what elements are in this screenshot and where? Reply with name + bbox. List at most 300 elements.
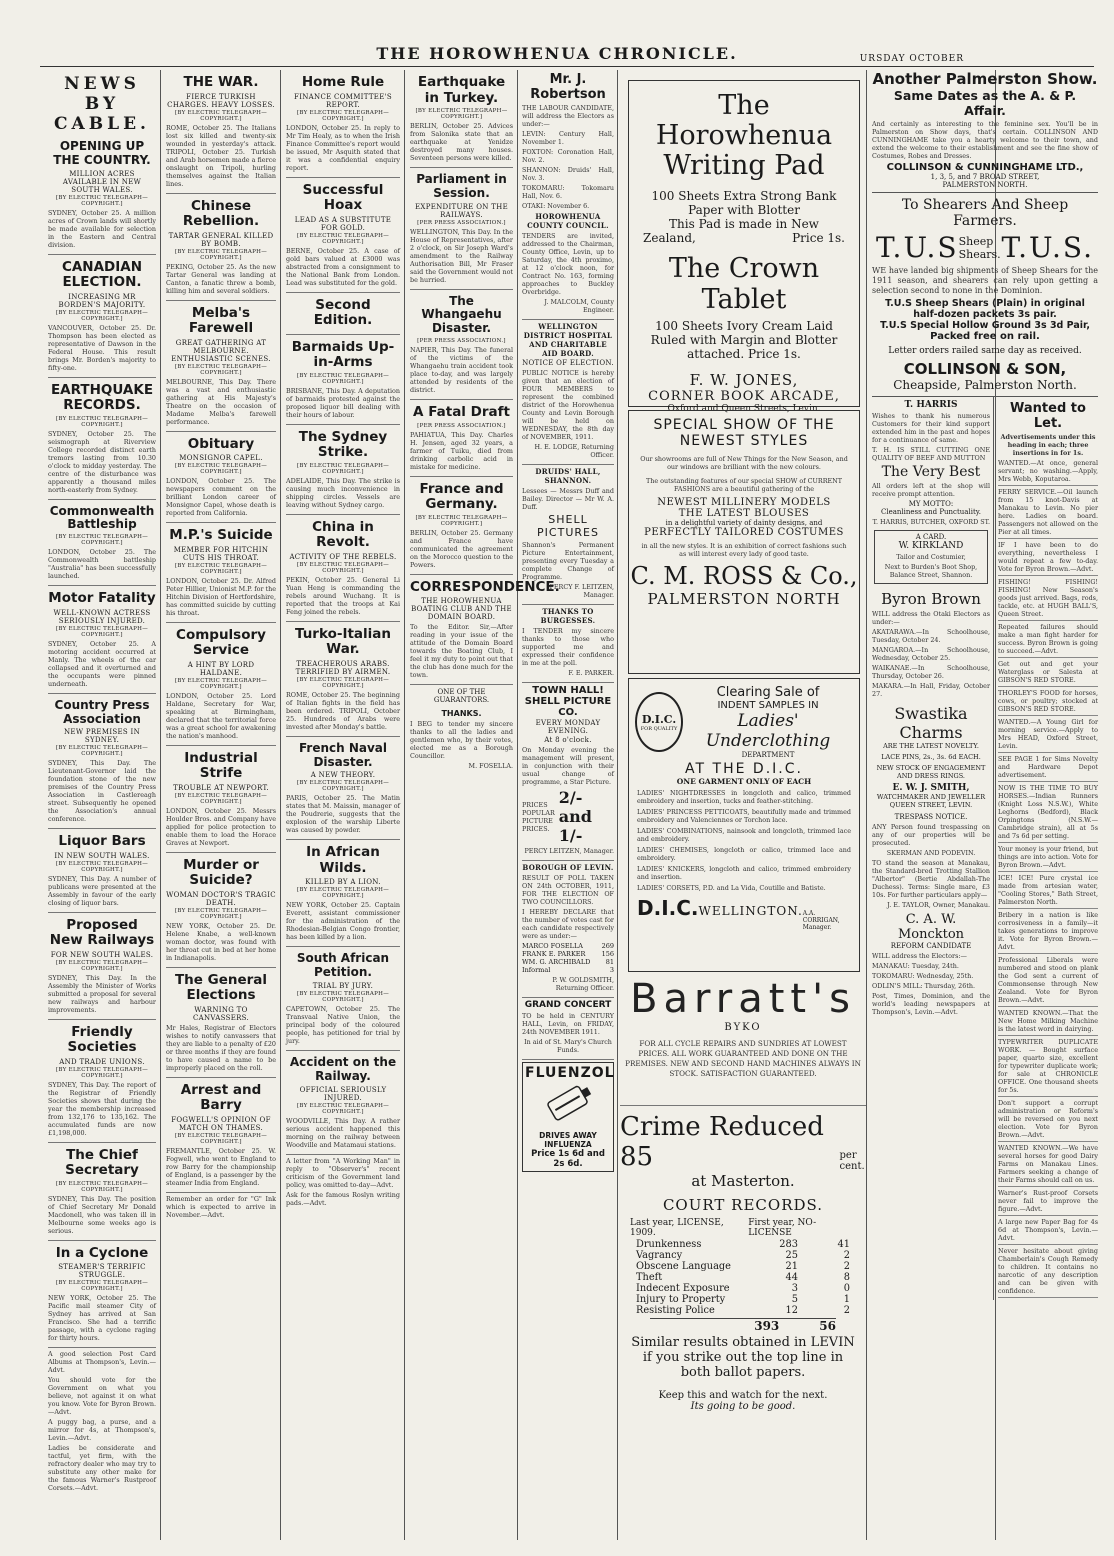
tus-mid: Sheep Shears. <box>958 234 1001 261</box>
prices-value: 2/- and 1/- <box>558 788 592 845</box>
column-home-rule <box>286 70 400 1540</box>
story-subhead: STEAMER'S TERRIFIC STRUGGLE. <box>58 1263 146 1280</box>
story-credit: [BY ELECTRIC TELEGRAPH—COPYRIGHT.] <box>296 109 390 122</box>
harris-best: The Very Best <box>881 464 981 480</box>
story-body: SYDNEY, October 25. A million acres of Crown lands will shortly be made available for selection in the Eastern and Central division. <box>48 208 156 249</box>
story-credit: [BY ELECTRIC TELEGRAPH—COPYRIGHT.] <box>174 463 268 476</box>
story-body: SYDNEY, October 25. A motoring accident occurred at Manly. The wheels of the car collapsed and it overturned and the occupants were pinned underneath. <box>48 639 156 688</box>
byron-name: Byron Brown <box>881 590 981 608</box>
story-headline: Turko-Italian War. <box>294 625 392 658</box>
classified-ad: WANTED.—At once, general servant; no washing.—Apply, Mrs Webb, Koputaroa. <box>998 459 1098 486</box>
story-headline: CANADIAN ELECTION. <box>61 258 143 291</box>
story-subhead: A NEW THEORY. <box>310 771 376 780</box>
palm-city: PALMERSTON NORTH. <box>942 181 1028 189</box>
story-subhead: THE HOROWHENUA BOATING CLUB AND THE DOMAIN BOARD. <box>411 597 512 622</box>
palm-address: 1, 3, 5, and 7 BROAD STREET, <box>930 173 1040 181</box>
jones-address: Oxford and Queen Streets, Levin. <box>667 403 821 414</box>
offence-nolicense-count: 1 <box>843 1294 850 1305</box>
news-story <box>166 973 276 1078</box>
story-headline: Obituary <box>187 435 255 452</box>
offence-license-count: 21 <box>785 1261 798 1272</box>
story-body: PEKIN, October 25. General Li Yuan Heng is commanding the rebels around Wuchang. It is reported that the troops at Kai Feng joined the rebels. <box>286 575 400 616</box>
story-headline: Commonwealth Battleship <box>49 503 155 532</box>
story-body: WELLINGTON, This Day. In the House of Representatives, after 2 o'clock, on Sir Joseph Ward's amendment to the Railway Authorisation Bill, Mr Fraser said the Government would not be hurried. <box>410 227 513 284</box>
crime-where: at Masterton. <box>691 1172 795 1190</box>
story-body: ROME, October 25. The Italians lost six killed and twenty-six wounded in yesterday's attack. TRIPOLI, October 25. Turkish and Arab horsemen made a fierce onslaught on Tripoli, hurling themselves against the Italian lines. <box>166 123 276 188</box>
ross-line-1: NEWEST MILLINERY MODELS <box>657 497 831 508</box>
story-headline: Motor Fatality <box>48 590 156 607</box>
meeting-item: SHANNON: Druids' Hall, Nov. 3. <box>522 166 614 182</box>
hospital-sub: NOTICE OF ELECTION. <box>522 359 614 367</box>
townhall-sub: EVERY MONDAY EVENING. <box>535 719 601 735</box>
story-headline: CORRESPONDENCE. <box>410 578 560 595</box>
dic-footer-city: WELLINGTON. <box>698 904 803 918</box>
news-story <box>166 1083 276 1193</box>
story-headline: French Naval Disaster. <box>298 740 388 769</box>
ross-fashion-ad <box>628 410 860 674</box>
story-headline: Industrial Strife <box>184 749 258 782</box>
column-rule <box>404 70 405 1540</box>
tus-name: COLLINSON & SON, <box>903 360 1067 378</box>
council-sign: J. MALCOLM, County Engineer. <box>544 298 614 314</box>
news-story <box>166 528 276 623</box>
classified-ad: SEE PAGE 1 for Sims Novelty and Hardware Depot advertisement. <box>998 755 1098 782</box>
news-story <box>48 1246 156 1349</box>
barratts-body: FOR ALL CYCLE REPAIRS AND SUNDRIES AT LOWEST PRICES. ALL WORK GUARANTEED AND DONE ON THE PREMISES. NEW AND SECOND HAND MACHINES ALWAYS IN STOCK. SATISFACTION GUARANTEED. <box>625 1039 861 1078</box>
card-trade: Tailor and Costumier, <box>896 553 966 561</box>
story-subhead: NEW PREMISES IN SYDNEY. <box>64 728 140 745</box>
story-headline: M.P.'s Suicide <box>169 527 273 544</box>
classified-ad: Get out and get your Waterglass or Salesta at GIBSON'S RED STORE. <box>998 660 1098 687</box>
news-story <box>48 591 156 694</box>
dic-at: AT THE D.I.C. <box>685 761 803 777</box>
story-headline: The Chief Secretary <box>65 1146 139 1179</box>
monckton-name: C. A. W. Monckton <box>897 912 965 942</box>
ross-line-4: PERFECTLY TAILORED COSTUMES <box>644 527 844 538</box>
story-headline: France and Germany. <box>419 480 504 513</box>
classified-ad: TYPEWRITER DUPLICATE WORK. — Bought surface paper, quarto size, excellent for typewriter duplicate work; for sale at CHRONICLE OFFICE. One thousand sheets for 5s. <box>998 1038 1098 1097</box>
classified-ad: Repeated failures should make a man fight harder for success. Byron Brown is going to succeed.—Advt. <box>998 623 1098 658</box>
classified-ad: Never hesitate about giving Chamberlain's Cough Remedy to children. It contains no narcotic of any description and can be given with confidence. <box>998 1247 1098 1298</box>
byron-date: MANGAROA.—In Schoolhouse, Wednesday, October 25. <box>872 646 990 662</box>
court-record-row <box>630 1272 856 1283</box>
news-story <box>286 430 400 515</box>
harris-orders: All orders left at the shop will receive prompt attention. <box>872 482 990 498</box>
story-subhead: A HINT BY LORD HALDANE. <box>187 660 255 677</box>
story-credit: [PER PRESS ASSOCIATION.] <box>417 338 506 345</box>
classified-ad: Your money is your friend, but things are into action. Vote for Byron Brown.—Advt. <box>998 845 1098 872</box>
story-body: PAHIATUA, This Day. Charles H. Jensen, aged 32 years, a farmer of Tuiku, died from drinking carbolic acid in mistake for medicine. <box>410 430 513 471</box>
advert-note: You should vote for the Government on what you believe, not against it on what you know. Vote for Byron Brown.—Advt. <box>48 1376 156 1417</box>
story-body: BERLIN, October 25. Advices from Salonika state that an earthquake at Yenidze destroyed many houses. Seventeen persons were killed. <box>410 122 513 163</box>
classified-ad: THORLEY'S FOOD for horses, cows, or poultry; stocked at GIBSON'S RED STORE. <box>998 689 1098 716</box>
poll-row <box>522 942 614 950</box>
offence-name: Vagrancy <box>636 1250 683 1261</box>
classified-ad: Don't support a corrupt administration or Reform's will be reversed on you next election. Vote for Byron Brown.—Advt. <box>998 1099 1098 1142</box>
classified-ad: Bribery in a nation is like corrosiveness in a family—it takes generations to improve it. Vote for Byron Brown.—Advt. <box>998 911 1098 954</box>
classified-ad: IF I have been to do everything, nevertheless I would repeat a few to-day. Vote for Byron Brown.—Advt. <box>998 541 1098 576</box>
news-story <box>48 918 156 1020</box>
news-story <box>48 383 156 500</box>
story-subhead: INCREASING MR BORDEN'S MAJORITY. <box>58 292 146 309</box>
townhall-time: At 8 o'clock. <box>544 736 592 744</box>
dic-logo-icon <box>635 692 683 752</box>
tablet-line-3: attached. Price 1s. <box>687 346 801 361</box>
story-subhead: TREACHEROUS ARABS. TERRIFIED BY AIRMEN. <box>295 659 391 676</box>
offence-name: Resisting Police <box>636 1305 715 1316</box>
jones-shop: CORNER BOOK ARCADE, <box>648 388 840 404</box>
crime-col-a: Last year, LICENSE, 1909. <box>630 1218 724 1238</box>
story-body: BRISBANE, This Day. A deputation of barmaids protested against the proposed liquor bill dealing with their hours of labour. <box>286 386 400 419</box>
poll-candidate: MARCO FOSELLA <box>522 942 583 950</box>
story-subhead: LEAD AS A SUBSTITUTE FOR GOLD. <box>294 215 392 232</box>
thanks-body: I BEG to tender my sincere thanks to all the ladies and gentlemen who, by their votes, elected me as a Borough Councillor. <box>410 720 513 761</box>
concert-aid: In aid of St. Mary's Church Funds. <box>524 1038 612 1054</box>
thanks-head: THANKS. <box>441 709 482 719</box>
fluenzol-name: FLUENZOL <box>525 1065 615 1081</box>
swastika-pins: LACE PINS, 2s., 3s. 6d EACH. <box>881 753 981 761</box>
advert-note: Ladies be considerate and tactful, yet firm, with the refractory dealer who may try to substitute any other make for the famous Warner's Rustproof Corsets.—Advt. <box>48 1444 156 1493</box>
story-subhead: EXPENDITURE ON THE RAILWAYS. <box>415 202 508 219</box>
news-story <box>48 505 156 587</box>
news-story <box>48 834 156 913</box>
dic-item: LADIES' PRINCESS PETTICOATS, beautifully made and trimmed embroidery and Valenciennes or Torchon lace. <box>637 808 851 824</box>
offence-name: Indecent Exposure <box>636 1283 730 1294</box>
story-body: PARIS, October 25. The Matin states that M. Maissin, manager of the Poudrerie, suggests that the explosion of the warship Liberte was caused by powder. <box>286 794 400 835</box>
column-war-news <box>166 70 276 1540</box>
story-credit: [BY ELECTRIC TELEGRAPH—COPYRIGHT.] <box>55 625 149 638</box>
story-headline: Barmaids Up-in-Arms <box>291 338 395 371</box>
smith-name: E. W. J. SMITH, <box>892 783 970 793</box>
swastika-name: Swastika <box>894 704 968 723</box>
story-body: LONDON, October 25. The Commonwealth battleship "Australia" has been successfully launched. <box>48 548 156 581</box>
story-body: LONDON, October 25. Messrs Houlder Bros. and Company have applied for police protection to enable them to load the Horace Graves at Newport. <box>166 806 276 847</box>
story-subhead: ACTIVITY OF THE REBELS. <box>289 552 397 561</box>
story-credit: [BY ELECTRIC TELEGRAPH—COPYRIGHT.] <box>296 780 390 793</box>
story-headline: Country Press Association <box>54 697 150 726</box>
story-subhead: GREAT GATHERING AT MELBOURNE. ENTHUSIASTIC SCENES. <box>171 338 271 363</box>
court-records-table <box>630 1239 856 1316</box>
borough-head: BOROUGH OF LEVIN. <box>522 863 614 872</box>
story-credit: [BY ELECTRIC TELEGRAPH—COPYRIGHT.] <box>55 1180 149 1193</box>
story-headline: Arrest and Barry <box>180 1081 262 1114</box>
column-palmerston-ads <box>872 70 1098 1550</box>
column-notices <box>522 70 614 1540</box>
shell-pictures-head: SHELL PICTURES <box>537 513 599 539</box>
dic-ladies: Ladies' Underclothing <box>705 711 831 751</box>
hospital-body: PUBLIC NOTICE is hereby given that an election of FOUR MEMBERS to represent the combined district of the Horowhenua County and Levin Borough will be held on WEDNESDAY, the 8th day of NOVEMBER, 1911. <box>522 369 614 441</box>
story-credit: [BY ELECTRIC TELEGRAPH—COPYRIGHT.] <box>296 1102 390 1115</box>
story-headline: Proposed New Railways <box>49 916 155 949</box>
palm-body: And certainly as interesting to the feminine sex. You'll be in Palmerston on Show days, that's certain. COLLINSON AND CUNNINGHAME take you a hearty welcome to their town, and extend the welcome to their establishment and see the fine show of Costumes, Robes and Dresses. <box>872 120 1098 160</box>
story-body: SYDNEY, This Day. In the Assembly the Minister of Works submitted a proposal for several new railways and harbour improvements. <box>48 973 156 1014</box>
ross-name: C. M. ROSS & Co., <box>630 562 858 590</box>
trespass-sign: SKERMAN AND PODEVIN. <box>886 849 976 857</box>
dic-item: LADIES' COMBINATIONS, nainsook and longcloth, trimmed lace and embroidery. <box>637 827 851 843</box>
story-credit: [BY ELECTRIC TELEGRAPH—COPYRIGHT.] <box>415 514 508 527</box>
court-record-row <box>630 1283 856 1294</box>
poll-votes: 3 <box>609 966 614 974</box>
column-wanted-to-let <box>994 397 1098 1300</box>
story-subhead: KILLED BY A LION. <box>305 878 381 887</box>
pad-price: Price 1s. <box>792 230 845 245</box>
classified-ad: NOW IS THE TIME TO BUY HORSES.—Indian Runners (Knight Loss N.S.W.), White Leghorns (Bedford), Black Orpingtons (N.S.W.—Cambridge strain), all at 5s and 7s 6d per setting. <box>998 784 1098 843</box>
court-record-row <box>630 1294 856 1305</box>
offence-name: Injury to Property <box>636 1294 726 1305</box>
story-headline: Second Edition. <box>313 296 373 329</box>
prices-label: PRICES POPULAR PICTURE PRICES. <box>522 800 555 833</box>
story-credit: [BY ELECTRIC TELEGRAPH—COPYRIGHT.] <box>174 677 268 690</box>
story-credit: [BY ELECTRIC TELEGRAPH—COPYRIGHT.] <box>174 792 268 805</box>
news-story <box>410 578 560 686</box>
card-head: A CARD. <box>915 533 947 541</box>
story-subhead: WARNING TO CANVASSERS. <box>192 1005 250 1022</box>
pad-title-2: Writing Pad <box>663 150 825 182</box>
swastika-name-2: Charms <box>899 723 963 742</box>
story-credit: [BY ELECTRIC TELEGRAPH—COPYRIGHT.] <box>415 108 508 121</box>
meeting-item: LEVIN: Century Hall, November 1. <box>522 130 614 146</box>
monckton-body: WILL address the Electors:— <box>872 952 967 960</box>
story-credit: [BY ELECTRIC TELEGRAPH—COPYRIGHT.] <box>174 562 268 575</box>
druids-body: Shannon's Permanent Picture Entertainment, presenting every Tuesday a complete Change of Programme. <box>522 541 614 581</box>
story-body: NEW YORK, October 25. Dr. Helene Knabe, a well-known woman doctor, was found with her throat cut in bed at her home in Indianapolis. <box>166 921 276 962</box>
story-body: FREMANTLE, October 25. W. Fogwell, who went to England to row Barry for the championship of England, is a passenger by the steamer India from England. <box>166 1146 276 1187</box>
story-body: LONDON, October 25. In reply to Mr Tim Healy, as to when the Irish Finance Committee's report would be issued, Mr Asquith stated that it was a confidential enquiry report. <box>286 123 400 172</box>
offence-name: Theft <box>636 1272 663 1283</box>
palm-head-1: Another Palmerston Show. <box>872 70 1098 88</box>
ross-city: PALMERSTON NORTH <box>647 590 841 608</box>
story-subhead: WELL-KNOWN ACTRESS SERIOUSLY INJURED. <box>53 608 151 625</box>
story-subhead: AND TRADE UNIONS. <box>59 1057 145 1066</box>
story-credit: [BY ELECTRIC TELEGRAPH—COPYRIGHT.] <box>296 676 390 689</box>
column-news-by-cable <box>48 70 156 1540</box>
story-headline: The General Elections <box>174 971 268 1004</box>
palm-head-2: Same Dates as the A. & P. Affair. <box>893 88 1077 118</box>
court-record-row <box>630 1305 856 1316</box>
story-credit: [BY ELECTRIC TELEGRAPH—COPYRIGHT.] <box>55 745 149 758</box>
meeting-item: TOKOMARU: Tokomaru Hall, Nov. 6. <box>522 184 614 200</box>
story-credit: [BY ELECTRIC TELEGRAPH—COPYRIGHT.] <box>55 194 149 207</box>
news-story <box>286 75 400 178</box>
offence-nolicense-count: 8 <box>843 1272 850 1283</box>
swastika-latest: ARE THE LATEST NOVELTY. <box>883 742 979 750</box>
col7-foot: Post, Times, Dominion, and the world's leading newspapers at Thompson's, Levin.—Advt. <box>872 992 990 1016</box>
story-credit: [BY ELECTRIC TELEGRAPH—COPYRIGHT.] <box>296 990 390 1003</box>
story-headline: In a Cyclone <box>55 1244 149 1261</box>
advert-note: Remember an order for "G" Ink which is expected to arrive in November.—Advt. <box>166 1194 276 1219</box>
tus-address: Cheapside, Palmerston North. <box>893 378 1077 392</box>
story-credit: [BY ELECTRIC TELEGRAPH—COPYRIGHT.] <box>296 372 390 385</box>
news-story <box>166 628 276 746</box>
news-story <box>166 199 276 301</box>
fluenzol-bottle-icon <box>538 1081 598 1127</box>
poll-votes: 81 <box>605 958 614 966</box>
wanted-head: Wanted to Let. <box>1010 401 1086 431</box>
story-body: SYDNEY, This Day. A number of publicans were presented at the Assembly in favour of the early closing of liquor bars. <box>48 874 156 907</box>
poll-row <box>522 950 614 958</box>
story-credit: [PER PRESS ASSOCIATION.] <box>417 219 506 226</box>
trespass-body: ANY Person found trespassing on any of our properties will be prosecuted. <box>872 823 990 847</box>
crime-col-b: First year, NO-LICENSE <box>748 1218 817 1238</box>
news-story <box>286 340 400 425</box>
fluenzol-price: Price 1s 6d and 2s 6d. <box>531 1149 605 1169</box>
story-credit: [BY ELECTRIC TELEGRAPH—COPYRIGHT.] <box>55 309 149 322</box>
jones-name: F. W. JONES, <box>689 370 799 389</box>
borough-sign: P. W. GOLDSMITH, Returning Officer. <box>552 976 614 992</box>
story-subhead: FOGWELL'S OPINION OF MATCH ON THAMES. <box>171 1115 271 1132</box>
stud-body: TO stand the season at Manakau, the Standard-bred Trotting Stallion "Albertor" (Bertie Abdallah-The Duchess). Terms: Single mare, £3 10s. For further particulars apply— <box>872 859 990 899</box>
crime-pct: per cent. <box>839 1150 865 1172</box>
tus-right: T.U.S. <box>1001 231 1094 264</box>
poll-votes: 269 <box>601 942 614 950</box>
story-body: VANCOUVER, October 25. Dr. Thompson has been elected as representative of Dawson in the Federal House. This result brings Mr. Borden's majority to fifty-one. <box>48 323 156 372</box>
story-credit: [PER PRESS ASSOCIATION.] <box>417 422 506 429</box>
story-headline: Parliament in Session. <box>416 172 507 200</box>
thanks-sign: M. FOSELLA. <box>468 762 513 771</box>
council-head: HOROWHENUA COUNTY COUNCIL. <box>527 212 609 230</box>
burgesses-sign: F. E. PARKER. <box>568 669 614 677</box>
dic-item: LADIES' CHEMISES, longcloth or calico, trimmed lace and embroidery. <box>637 846 851 862</box>
story-subhead: FIERCE TURKISH CHARGES. HEAVY LOSSES. <box>167 92 275 109</box>
news-story <box>166 437 276 524</box>
news-story <box>286 845 400 947</box>
story-subhead: MONSIGNOR CAPEL. <box>179 454 263 463</box>
crime-watch: Keep this and watch for the next. <box>658 1390 828 1401</box>
court-record-row <box>630 1239 856 1250</box>
story-body: NEW YORK, October 25. The Pacific mail steamer City of Sydney has arrived at San Francisco. She had a terrific passage, with a cyclone raging for thirty hours. <box>48 1294 156 1343</box>
dateline: URSDAY OCTOBER <box>859 54 964 64</box>
ross-head-1: SPECIAL SHOW OF THE <box>653 417 835 433</box>
story-body: WOODVILLE, This Day. A rather serious accident happened this morning on the railway between Woodville and Matamaui stations. <box>286 1116 400 1149</box>
byron-date: MAKARA.—In Hall, Friday, October 27. <box>872 682 990 698</box>
classified-ad: FERRY SERVICE.—Oil launch from 15 knot-Davis at Manakau to Levin. No pier here. Ladies on board. Passengers not allowed on the Pier at all times. <box>998 488 1098 539</box>
borough-sub: RESULT OF POLL TAKEN ON 24th OCTOBER, 1911, FOR THE ELECTION OF TWO COUNCILLORS. <box>522 874 614 906</box>
story-body: BERLIN, October 25. Germany and France have communicated the agreement on the Morocco question to the Powers. <box>410 528 513 569</box>
byron-date: AKATARAWA.—In Schoolhouse, Tuesday, October 24. <box>872 628 990 644</box>
column-rule <box>866 70 867 1540</box>
townhall-head: TOWN HALL! SHELL PICTURE CO. <box>524 685 612 718</box>
crime-tag-2: if you strike out the top line in <box>642 1350 844 1365</box>
harris-sign: T. HARRIS, BUTCHER, OXFORD ST. <box>872 518 990 526</box>
news-story <box>48 140 156 255</box>
harris-motto: MY MOTTO: <box>908 500 954 508</box>
dic-clear: Clearing Sale of <box>716 685 820 700</box>
offence-license-count: 3 <box>791 1283 798 1294</box>
writing-pad-ad <box>628 80 860 414</box>
story-headline: Home Rule <box>301 74 385 90</box>
dic-logo-small: FOR QUALITY <box>640 725 678 732</box>
concert-head: GRAND CONCERT <box>524 1000 612 1010</box>
druids-line: DRUIDS' HALL, SHANNON. <box>535 467 601 485</box>
news-story <box>286 298 400 335</box>
monckton-sub: REFORM CANDIDATE <box>890 942 972 950</box>
story-credit: [BY ELECTRIC TELEGRAPH—COPYRIGHT.] <box>55 1280 149 1293</box>
dic-item: LADIES' KNICKERS, longcloth and calico, trimmed embroidery and insertion. <box>637 865 851 881</box>
news-story <box>286 183 400 293</box>
dic-indent: INDENT SAMPLES IN <box>717 700 819 711</box>
council-body: TENDERS are invited, addressed to the Chairman, County Office, Levin, up to Saturday, the 4th proximo, at 12 o'clock noon, for Contract No. 163, forming approaches to Buckley Overbridge. <box>522 232 614 296</box>
story-credit: [BY ELECTRIC TELEGRAPH—COPYRIGHT.] <box>174 363 268 376</box>
news-story <box>286 952 400 1051</box>
barratts-ad <box>620 976 866 1100</box>
card-address: Next to Burden's Boot Shop, Balance Street, Shannon. <box>884 563 978 579</box>
pad-line-3: This Pad is made in New <box>669 216 819 231</box>
ross-intro: Our showrooms are full of New Things for the New Season, and our windows are brilliant with the new colours. <box>640 455 848 471</box>
crime-tag-3: both ballot papers. <box>680 1365 806 1380</box>
court-record-row <box>630 1261 856 1272</box>
column-rule <box>517 70 518 1540</box>
story-credit: [BY ELECTRIC TELEGRAPH—COPYRIGHT.] <box>55 534 149 547</box>
monckton-date: ODLIN'S MILL: Thursday, 26th. <box>872 982 976 990</box>
pad-title-1: The Horowhenua <box>655 90 833 151</box>
story-headline: In African Wilds. <box>306 844 380 876</box>
classified-ad: WANTED KNOWN.—That the New Home Milking Machine is the latest word in dairying. <box>998 1009 1098 1036</box>
story-credit: [BY ELECTRIC TELEGRAPH—COPYRIGHT.] <box>296 232 390 245</box>
ross-head-2: NEWEST STYLES <box>679 433 809 449</box>
offence-nolicense-count: 2 <box>843 1305 850 1316</box>
story-body: SYDNEY, This Day. The report of the Registrar of Friendly Societies shows that during the year the membership increased from 132,176 to 135,162. The accumulated funds are now £1,198,000. <box>48 1080 156 1137</box>
story-headline: Compulsory Service <box>176 626 266 659</box>
offence-nolicense-count: 2 <box>843 1261 850 1272</box>
story-credit: [BY ELECTRIC TELEGRAPH—COPYRIGHT.] <box>296 462 390 475</box>
story-subhead: FINANCE COMMITTEE'S REPORT. <box>294 92 392 109</box>
harris-clean: Cleanliness and Punctuality. <box>880 508 982 516</box>
fluenzol-tag: DRIVES AWAY INFLUENZA <box>539 1131 597 1149</box>
story-headline: Friendly Societies <box>67 1023 137 1056</box>
dic-footer-name: D.I.C. <box>637 896 699 920</box>
offence-nolicense-count: 0 <box>843 1283 850 1294</box>
story-credit: [BY ELECTRIC TELEGRAPH—COPYRIGHT.] <box>174 109 268 122</box>
story-headline: The Sydney Strike. <box>298 428 388 461</box>
harris-name: T. HARRIS <box>904 400 958 410</box>
classified-ad: Warner's Rust-proof Corsets never fail to improve the figure.—Advt. <box>998 1189 1098 1216</box>
trespass-head: TRESPASS NOTICE. <box>894 813 968 821</box>
tablet-title: The Crown Tablet <box>668 252 820 315</box>
barratts-name: Barratt's <box>630 976 856 1022</box>
story-headline: The Whangaehu Disaster. <box>421 293 502 336</box>
news-story <box>48 699 156 830</box>
story-headline: Accident on the Railway. <box>289 1054 397 1083</box>
story-subhead: WOMAN DOCTOR'S TRAGIC DEATH. <box>166 890 276 907</box>
news-story <box>166 751 276 853</box>
column-rule <box>617 70 618 1540</box>
classified-ad: Professional Liberals were numbered and stood on plank the God sent a current of Commonsense through New Zealand. Vote for Byron Brown.—Advt. <box>998 956 1098 1007</box>
signoff: ONE OF THE GUARANTORS. <box>433 688 490 705</box>
offence-license-count: 12 <box>785 1305 798 1316</box>
offence-license-count: 44 <box>785 1272 798 1283</box>
dic-footer-manager: A.A. CORRIGAN, Manager. <box>802 910 840 931</box>
news-story <box>166 306 276 432</box>
classified-ad: WANTED.—A Young Girl for morning service.—Apply to Mrs HEAD, Oxford Street, Levin. <box>998 718 1098 753</box>
story-body: PEKING, October 25. As the new Tartar General was landing at Canton, a fanatic threw a bomb, killing him and several soldiers. <box>166 262 276 295</box>
advert-note: Ask for the famous Roslyn writing pads.—Advt. <box>286 1190 400 1207</box>
court-record-row <box>630 1250 856 1261</box>
crime-reduced-ad <box>620 1105 866 1446</box>
story-headline: Murder or Suicide? <box>183 856 259 889</box>
harris-cut: T. H. IS STILL CUTTING ONE QUALITY OF BEEF AND MUTTON <box>872 446 990 462</box>
monckton-date: MANAKAU: Tuesday, 24th. <box>872 962 959 970</box>
story-headline: Melba's Farewell <box>188 304 254 337</box>
hospital-head: WELLINGTON DISTRICT HOSPITAL AND CHARITABLE AID BOARD. <box>523 322 613 358</box>
palm-name: COLLINSON & CUNNINGHAME LTD., <box>886 162 1084 173</box>
story-body: ROME, October 25. The beginning of Italian fights in the field has been ordered. TRIPOLI, October 25. Hundreds of Arabs were invested after Monday's battle. <box>286 690 400 731</box>
ross-line-2: THE LATEST BLOUSES <box>678 508 810 519</box>
column-rule <box>160 70 161 1540</box>
story-body: SYDNEY, October 25. The seismograph at Riverview College recorded distinct earth tremors lasting from 10.30 o'clock to midday yesterday. The centre of the disturbance was apparently a thousand miles north-easterly from Sydney. <box>48 429 156 494</box>
crime-title: Crime Reduced 85 <box>620 1112 824 1172</box>
offence-license-count: 25 <box>785 1250 798 1261</box>
news-story <box>410 173 513 290</box>
